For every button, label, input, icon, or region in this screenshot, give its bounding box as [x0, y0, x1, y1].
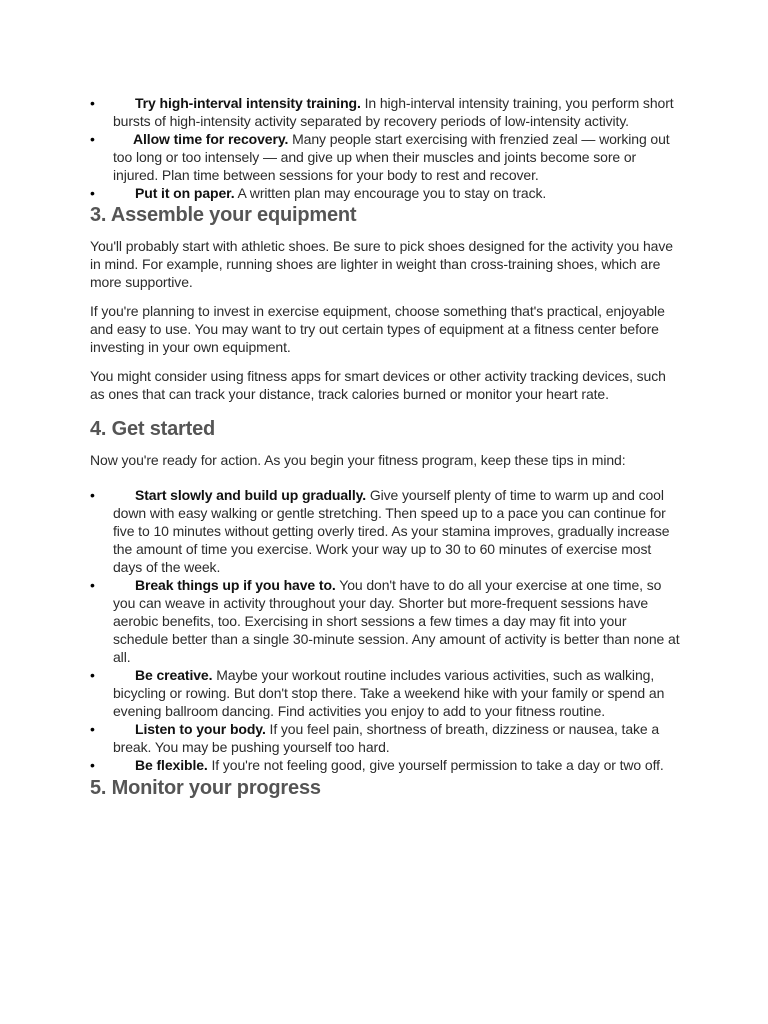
section-heading-monitor: 5. Monitor your progress — [90, 777, 321, 799]
list-item — [90, 94, 682, 130]
list-item-text: In high-interval intensity training, you perform short bursts of high-intensity activity separated by recovery periods of low-intensity activity. — [113, 95, 674, 129]
list-item-text: You don't have to do all your exercise at one time, so you can weave in activity throughout your day. Shorter but more-frequent sessions have aerobic benefits, too. Exercising in short sessions a few times a day may fit into your schedule better than a single 30-minute session. Any amount of activity is better than none at all. — [113, 577, 680, 665]
list-item-text: Maybe your workout routine includes various activities, such as walking, bicycling or rowing. But don't stop there. Take a weekend hike with your family or spend an evening ballroom dancing. Find activities you enjoy to add to your fitness routine. — [113, 667, 665, 719]
bullet-icon: • — [90, 95, 95, 111]
list-item — [90, 486, 682, 576]
list-item — [90, 666, 682, 720]
list-item-term: Start slowly and build up gradually. — [135, 487, 367, 503]
list-item-term: Allow time for recovery. — [133, 131, 289, 147]
list-item-text: If you feel pain, shortness of breath, dizziness or nausea, take a break. You may be pushing yourself too hard. — [113, 721, 660, 755]
list-item-text: If you're not feeling good, give yourself permission to take a day or two off. — [207, 757, 664, 773]
bullet-icon: • — [90, 757, 95, 773]
paragraph: Now you're ready for action. As you begin your fitness program, keep these tips in mind: — [90, 452, 626, 468]
tips-list-top — [90, 94, 682, 202]
section-heading-equipment: 3. Assemble your equipment — [90, 204, 357, 226]
list-item-term: Try high-interval intensity training. — [135, 95, 361, 111]
paragraph: You might consider using fitness apps for smart devices or other activity tracking devices, such as ones that can track your distance, track calories burned or monitor your heart rate. — [90, 368, 666, 402]
bullet-icon: • — [90, 131, 95, 147]
list-item-text: A written plan may encourage you to stay on track. — [234, 185, 547, 201]
list-item — [90, 576, 682, 666]
list-item-term: Listen to your body. — [135, 721, 266, 737]
document-page — [90, 94, 682, 800]
list-item-term: Be flexible. — [135, 757, 208, 773]
bullet-icon: • — [90, 487, 95, 503]
list-item — [90, 756, 682, 774]
list-item — [90, 184, 682, 202]
list-item-text: Give yourself plenty of time to warm up and cool down with easy walking or gentle stretching. Then speed up to a pace you can continue for five to 10 minutes without getting overly tired. As your stamina improves, gradually increase the amount of time you exercise. Work your way up to 30 to 60 minutes of exercise most days of the week. — [113, 487, 670, 575]
list-item-term: Be creative. — [135, 667, 213, 683]
list-item — [90, 130, 682, 184]
paragraph: If you're planning to invest in exercise equipment, choose something that's practical, enjoyable and easy to use. You may want to try out certain types of equipment at a fitness center before investing in your own equipment. — [90, 303, 665, 355]
list-item — [90, 720, 682, 756]
list-item-text: Many people start exercising with frenzied zeal — working out too long or too intensely — and give up when their muscles and joints become sore or injured. Plan time between sessions for your body to rest and recover. — [113, 131, 670, 183]
list-item-term: Break things up if you have to. — [135, 577, 336, 593]
section-heading-get-started: 4. Get started — [90, 418, 216, 440]
bullet-icon: • — [90, 721, 95, 737]
bullet-icon: • — [90, 185, 95, 201]
paragraph: You'll probably start with athletic shoes. Be sure to pick shoes designed for the activity you have in mind. For example, running shoes are lighter in weight than cross-training shoes, which are more supportive. — [90, 238, 673, 290]
bullet-icon: • — [90, 577, 95, 593]
bullet-icon: • — [90, 667, 95, 683]
tips-list-get-started — [90, 486, 682, 774]
list-item-term: Put it on paper. — [135, 185, 235, 201]
